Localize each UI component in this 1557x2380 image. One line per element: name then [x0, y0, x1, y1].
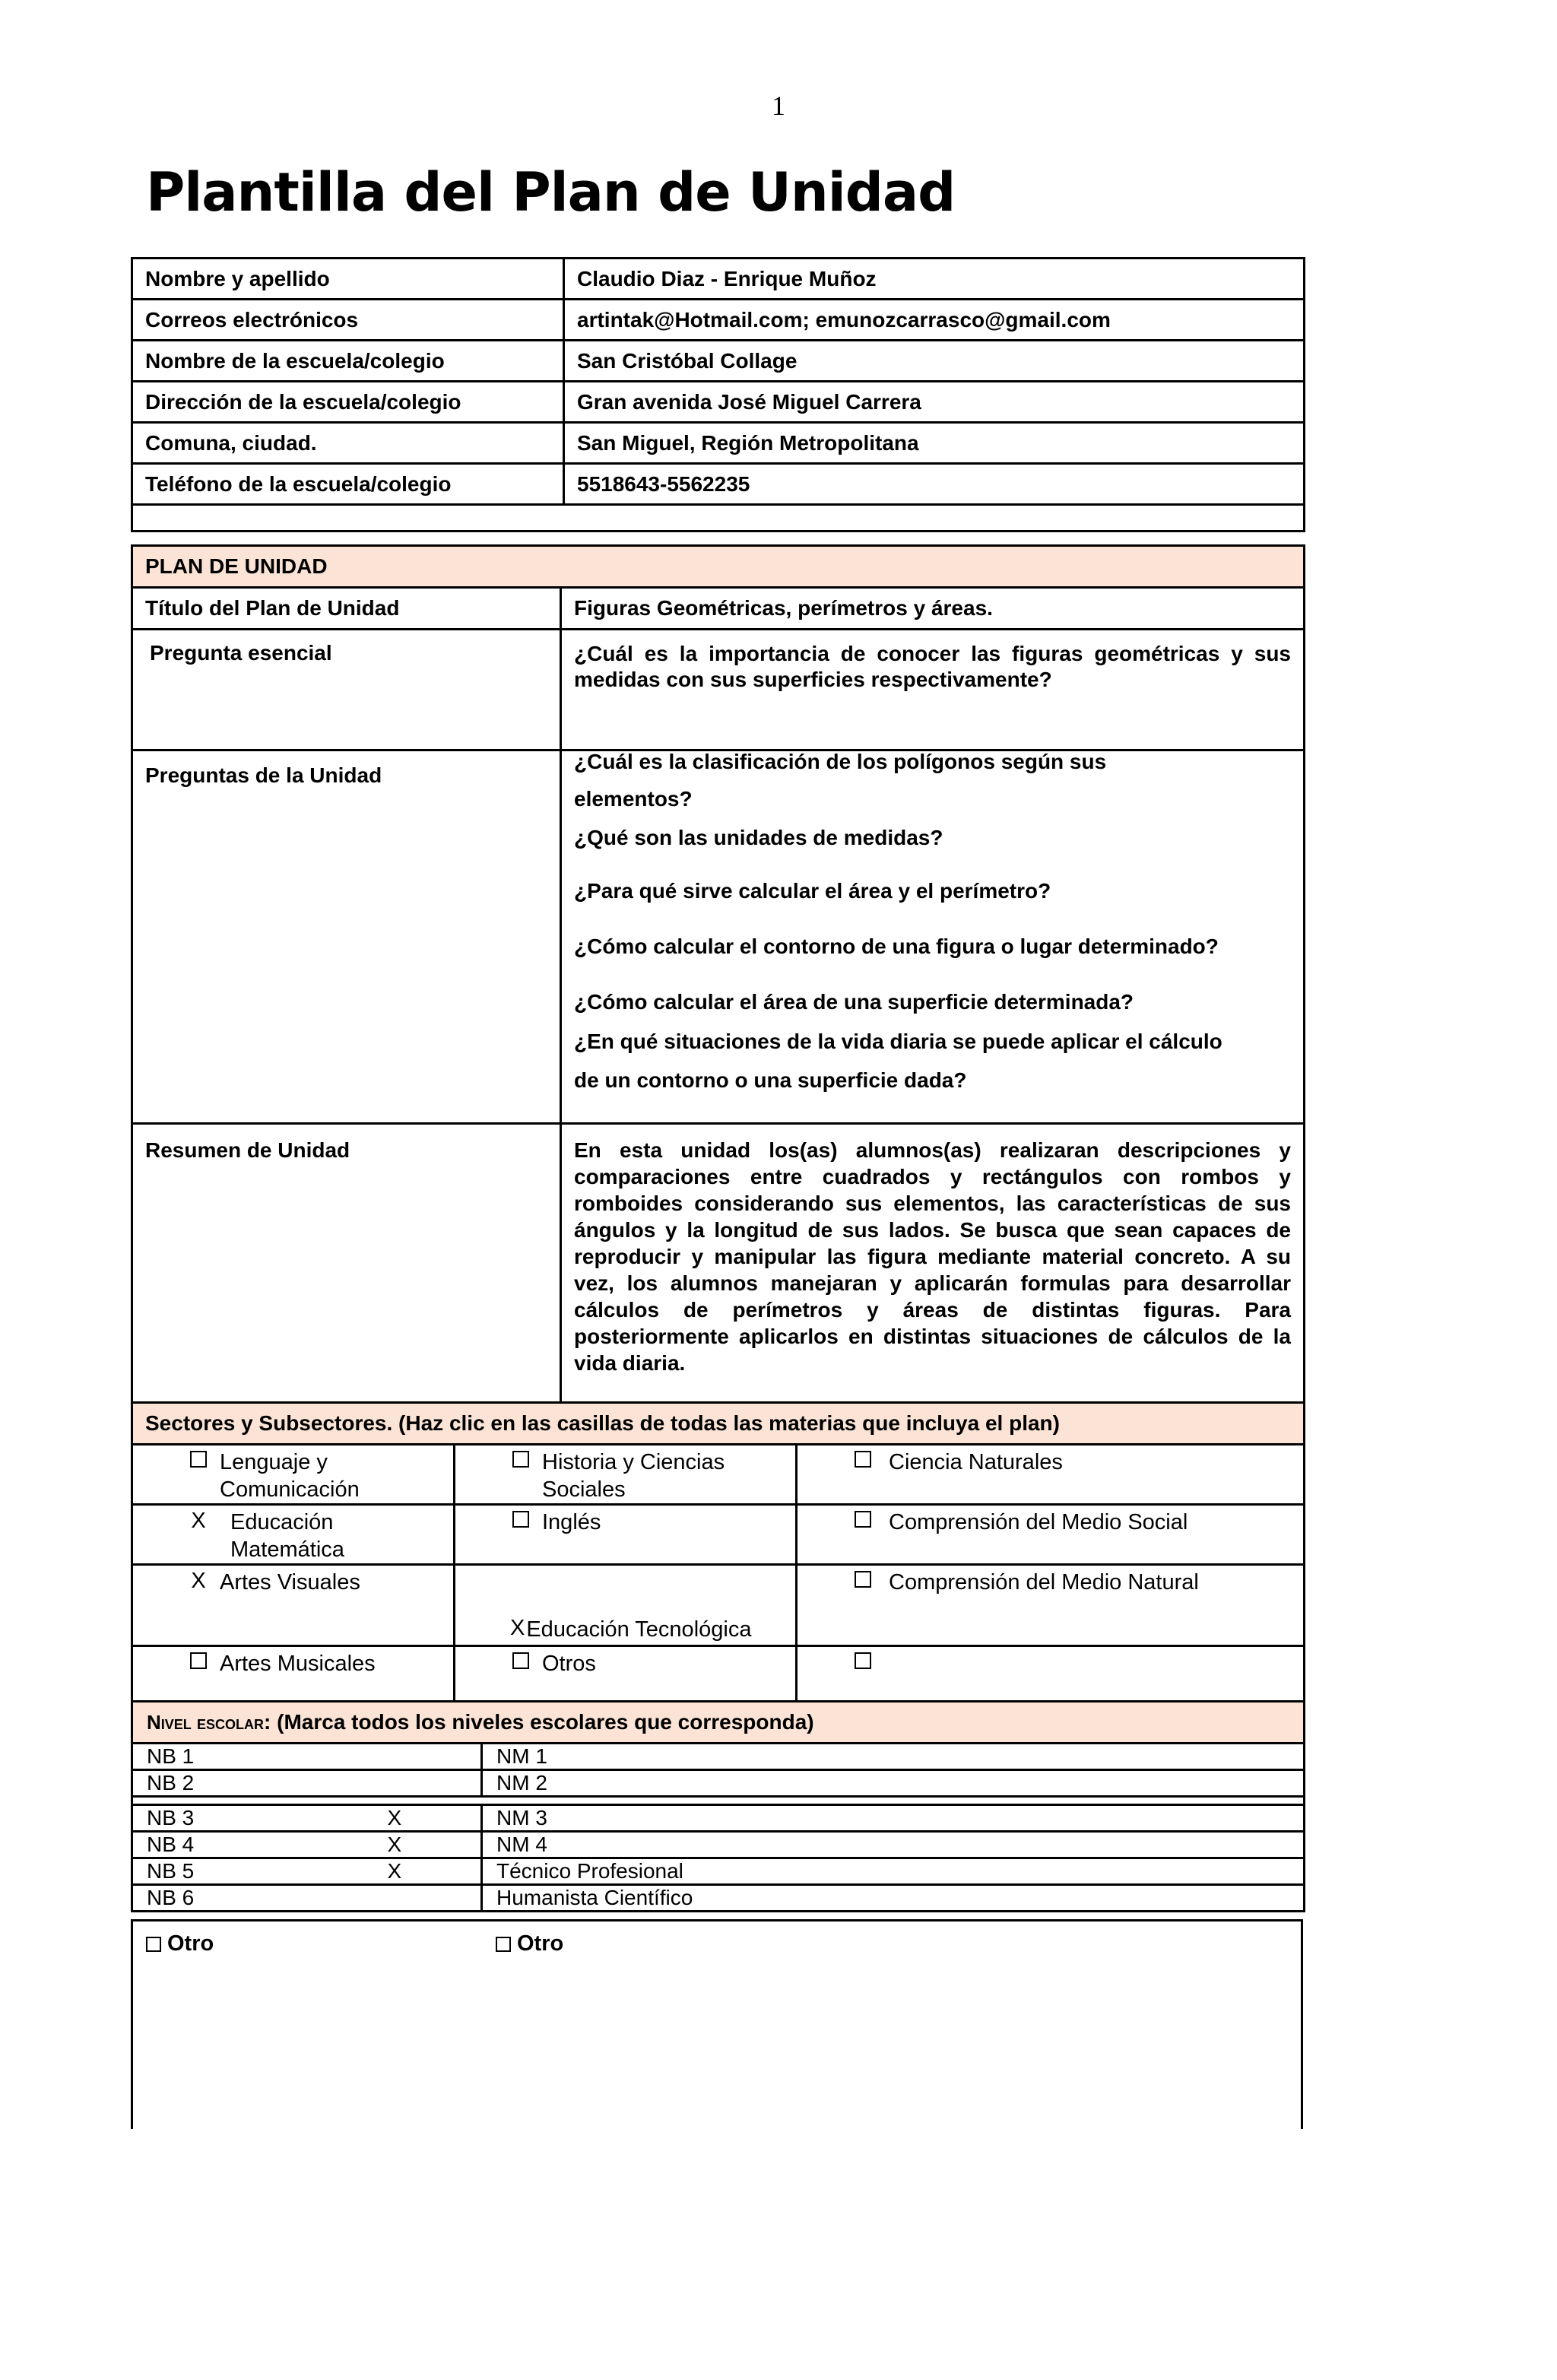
level-mark: X	[387, 1833, 402, 1856]
subject-label: Educación Matemática	[230, 1510, 344, 1562]
check-mark[interactable]: X	[191, 1509, 206, 1533]
subject-artes-visuales[interactable]	[132, 1565, 455, 1646]
checkbox[interactable]	[848, 1650, 878, 1675]
info-row-school	[132, 341, 1305, 382]
subject-label: Comprensión del Medio Natural	[889, 1570, 1199, 1595]
level-row	[132, 1770, 1305, 1797]
info-row-name	[132, 259, 1305, 300]
level-cell[interactable]	[132, 1832, 482, 1858]
level-cell[interactable]: Técnico Profesional	[482, 1858, 1305, 1885]
checkbox-empty-icon	[855, 1571, 871, 1588]
info-value: Gran avenida José Miguel Carrera	[564, 382, 1305, 423]
checkbox[interactable]	[506, 1449, 536, 1503]
subject-label: Ciencia Naturales	[889, 1450, 1063, 1474]
checkbox-empty-icon	[855, 1511, 871, 1528]
info-label: Comuna, ciudad.	[132, 423, 564, 464]
info-value: San Miguel, Región Metropolitana	[564, 423, 1305, 464]
info-row-city	[132, 423, 1305, 464]
level-row	[132, 1805, 1305, 1832]
info-value: artintak@Hotmail.com; emunozcarrasco@gmail.com	[564, 300, 1305, 341]
level-header-text: : (Marca todos los niveles escolares que corresponda)	[264, 1710, 814, 1734]
level-cell[interactable]: NM 2	[482, 1770, 1305, 1797]
subject-label: Lenguaje y Comunicación	[220, 1450, 360, 1502]
subject-ciencia[interactable]	[797, 1445, 1305, 1505]
spacer-row	[132, 505, 1305, 532]
info-row-email	[132, 300, 1305, 341]
checkbox[interactable]	[183, 1650, 214, 1677]
level-cell[interactable]: NM 4	[482, 1832, 1305, 1858]
subject-comprension-social[interactable]	[797, 1505, 1305, 1565]
info-label: Correos electrónicos	[132, 300, 564, 341]
checkbox[interactable]	[848, 1509, 878, 1536]
level-cell[interactable]	[132, 1770, 482, 1797]
check-mark[interactable]: X	[510, 1616, 525, 1640]
contact-info-table	[131, 257, 1305, 532]
info-label: Nombre y apellido	[132, 259, 564, 300]
level-cell[interactable]	[132, 1805, 482, 1832]
checkbox[interactable]	[506, 1650, 536, 1677]
preguntas-label: Preguntas de la Unidad	[132, 750, 561, 1124]
titulo-value: Figuras Geométricas, perímetros y áreas.	[561, 588, 1305, 630]
info-row-address	[132, 382, 1305, 423]
pregunta-label-text: Pregunta esencial	[150, 641, 332, 665]
level-row	[132, 1744, 1305, 1770]
subject-historia[interactable]	[455, 1445, 797, 1505]
subject-artes-musicales[interactable]	[132, 1646, 455, 1708]
other-frame	[131, 1919, 1303, 2129]
question-line: ¿Cuál es la clasificación de los polígonos según sus	[574, 750, 1107, 773]
level-row	[132, 1832, 1305, 1858]
info-value: 5518643-5562235	[564, 464, 1305, 505]
otro-right[interactable]	[496, 1931, 563, 1956]
page-title: Plantilla del Plan de Unidad	[146, 161, 956, 224]
checkbox-empty-icon[interactable]	[496, 1937, 511, 1952]
subject-lenguaje[interactable]	[132, 1445, 455, 1505]
otro-left-label: Otro	[167, 1931, 214, 1956]
info-row-phone	[132, 464, 1305, 505]
checkbox-empty-icon	[855, 1451, 871, 1468]
checkbox-empty-icon	[512, 1451, 529, 1468]
subject-label: Otros	[542, 1652, 596, 1676]
titulo-label: Título del Plan de Unidad	[132, 588, 561, 630]
question-line: ¿Cómo calcular el contorno de una figura o lugar determinado?	[574, 935, 1219, 958]
question-line: ¿Cómo calcular el área de una superficie determinada?	[574, 990, 1134, 1014]
otro-left[interactable]	[146, 1931, 214, 1956]
pregunta-value: ¿Cuál es la importancia de conocer las figuras geométricas y sus medidas con sus superficies respectivamente?	[561, 630, 1305, 750]
level-label: NB 4	[147, 1833, 195, 1856]
sectors-header: Sectores y Subsectores. (Haz clic en las casillas de todas las materias que incluya el plan)	[132, 1403, 1305, 1445]
question-line: ¿Para qué sirve calcular el área y el perímetro?	[574, 879, 1051, 903]
level-spacer	[132, 1797, 1305, 1805]
level-cell[interactable]: Humanista Científico	[482, 1885, 1305, 1912]
subject-otros[interactable]	[455, 1646, 797, 1708]
level-cell[interactable]: NM 3	[482, 1805, 1305, 1832]
checkbox-empty-icon	[190, 1652, 207, 1669]
question-line: ¿Qué son las unidades de medidas?	[574, 826, 943, 849]
question-line: elementos?	[574, 787, 693, 811]
question-line: de un contorno o una superficie dada?	[574, 1068, 967, 1092]
subject-educacion-tecnologica[interactable]	[455, 1565, 797, 1646]
level-label: NB 1	[147, 1744, 195, 1768]
checkbox[interactable]	[848, 1449, 878, 1476]
level-row	[132, 1858, 1305, 1885]
page-number: 1	[772, 90, 785, 121]
level-cell[interactable]	[132, 1744, 482, 1770]
info-value: San Cristóbal Collage	[564, 341, 1305, 382]
level-header-title: Nivel escolar	[147, 1711, 265, 1734]
info-label: Dirección de la escuela/colegio	[132, 382, 564, 423]
sectors-table	[131, 1401, 1305, 1709]
level-cell[interactable]	[132, 1858, 482, 1885]
subject-comprension-natural[interactable]	[797, 1565, 1305, 1646]
level-cell[interactable]: NM 1	[482, 1744, 1305, 1770]
subject-ingles[interactable]	[455, 1505, 797, 1565]
subject-blank[interactable]	[797, 1646, 1305, 1708]
level-label: NB 2	[147, 1771, 195, 1795]
level-table	[131, 1700, 1305, 1912]
level-mark: X	[387, 1859, 402, 1883]
checkbox-empty-icon[interactable]	[146, 1937, 161, 1952]
checkbox[interactable]	[506, 1509, 536, 1536]
checkbox-empty-icon	[512, 1511, 529, 1528]
otro-right-label: Otro	[517, 1931, 564, 1956]
info-label: Teléfono de la escuela/colegio	[132, 464, 564, 505]
subject-label: Educación Tecnológica	[526, 1617, 752, 1642]
checkbox-empty-icon	[512, 1652, 529, 1669]
pregunta-label	[132, 630, 561, 750]
subject-label: Artes Musicales	[220, 1652, 376, 1676]
plan-table	[131, 544, 1305, 1433]
subject-label: Inglés	[542, 1510, 601, 1534]
level-header	[132, 1702, 1305, 1744]
resumen-value: En esta unidad los(as) alumnos(as) realizaran descripciones y comparaciones entre cuadrados y rectángulos con rombos y romboides considerando sus elementos, las características de sus ángulos y la longitud de sus lados. Se busca que sean capaces de reproducir y manipular las figura mediante material concreto. A su vez, los alumnos manejaran y aplicarán formulas para desarrollar cálculos de perímetros y áreas de distintas figuras. Para posteriormente aplicarlos en distintas situaciones de cálculos de la vida diaria.	[561, 1124, 1305, 1432]
level-cell[interactable]	[132, 1885, 482, 1912]
subject-label: Comprensión del Medio Social	[889, 1510, 1188, 1534]
checkbox[interactable]	[183, 1449, 214, 1503]
info-value: Claudio Diaz - Enrique Muñoz	[564, 259, 1305, 300]
info-label: Nombre de la escuela/colegio	[132, 341, 564, 382]
level-label: NB 5	[147, 1859, 195, 1883]
checkbox[interactable]	[848, 1569, 878, 1596]
resumen-label: Resumen de Unidad	[132, 1124, 561, 1432]
checkbox-empty-icon	[190, 1451, 207, 1468]
level-label: NB 3	[147, 1806, 195, 1829]
preguntas-list	[561, 750, 1305, 1124]
subject-educacion-matematica[interactable]	[132, 1505, 455, 1565]
level-mark: X	[387, 1806, 402, 1829]
subject-label: Artes Visuales	[220, 1570, 360, 1595]
plan-header: PLAN DE UNIDAD	[132, 546, 1305, 588]
level-row	[132, 1885, 1305, 1912]
subject-label: Historia y Ciencias Sociales	[542, 1450, 725, 1502]
checkbox-empty-icon	[855, 1652, 871, 1669]
level-label: NB 6	[147, 1886, 195, 1909]
check-mark[interactable]: X	[191, 1569, 206, 1593]
question-line: ¿En qué situaciones de la vida diaria se puede aplicar el cálculo	[574, 1030, 1222, 1053]
